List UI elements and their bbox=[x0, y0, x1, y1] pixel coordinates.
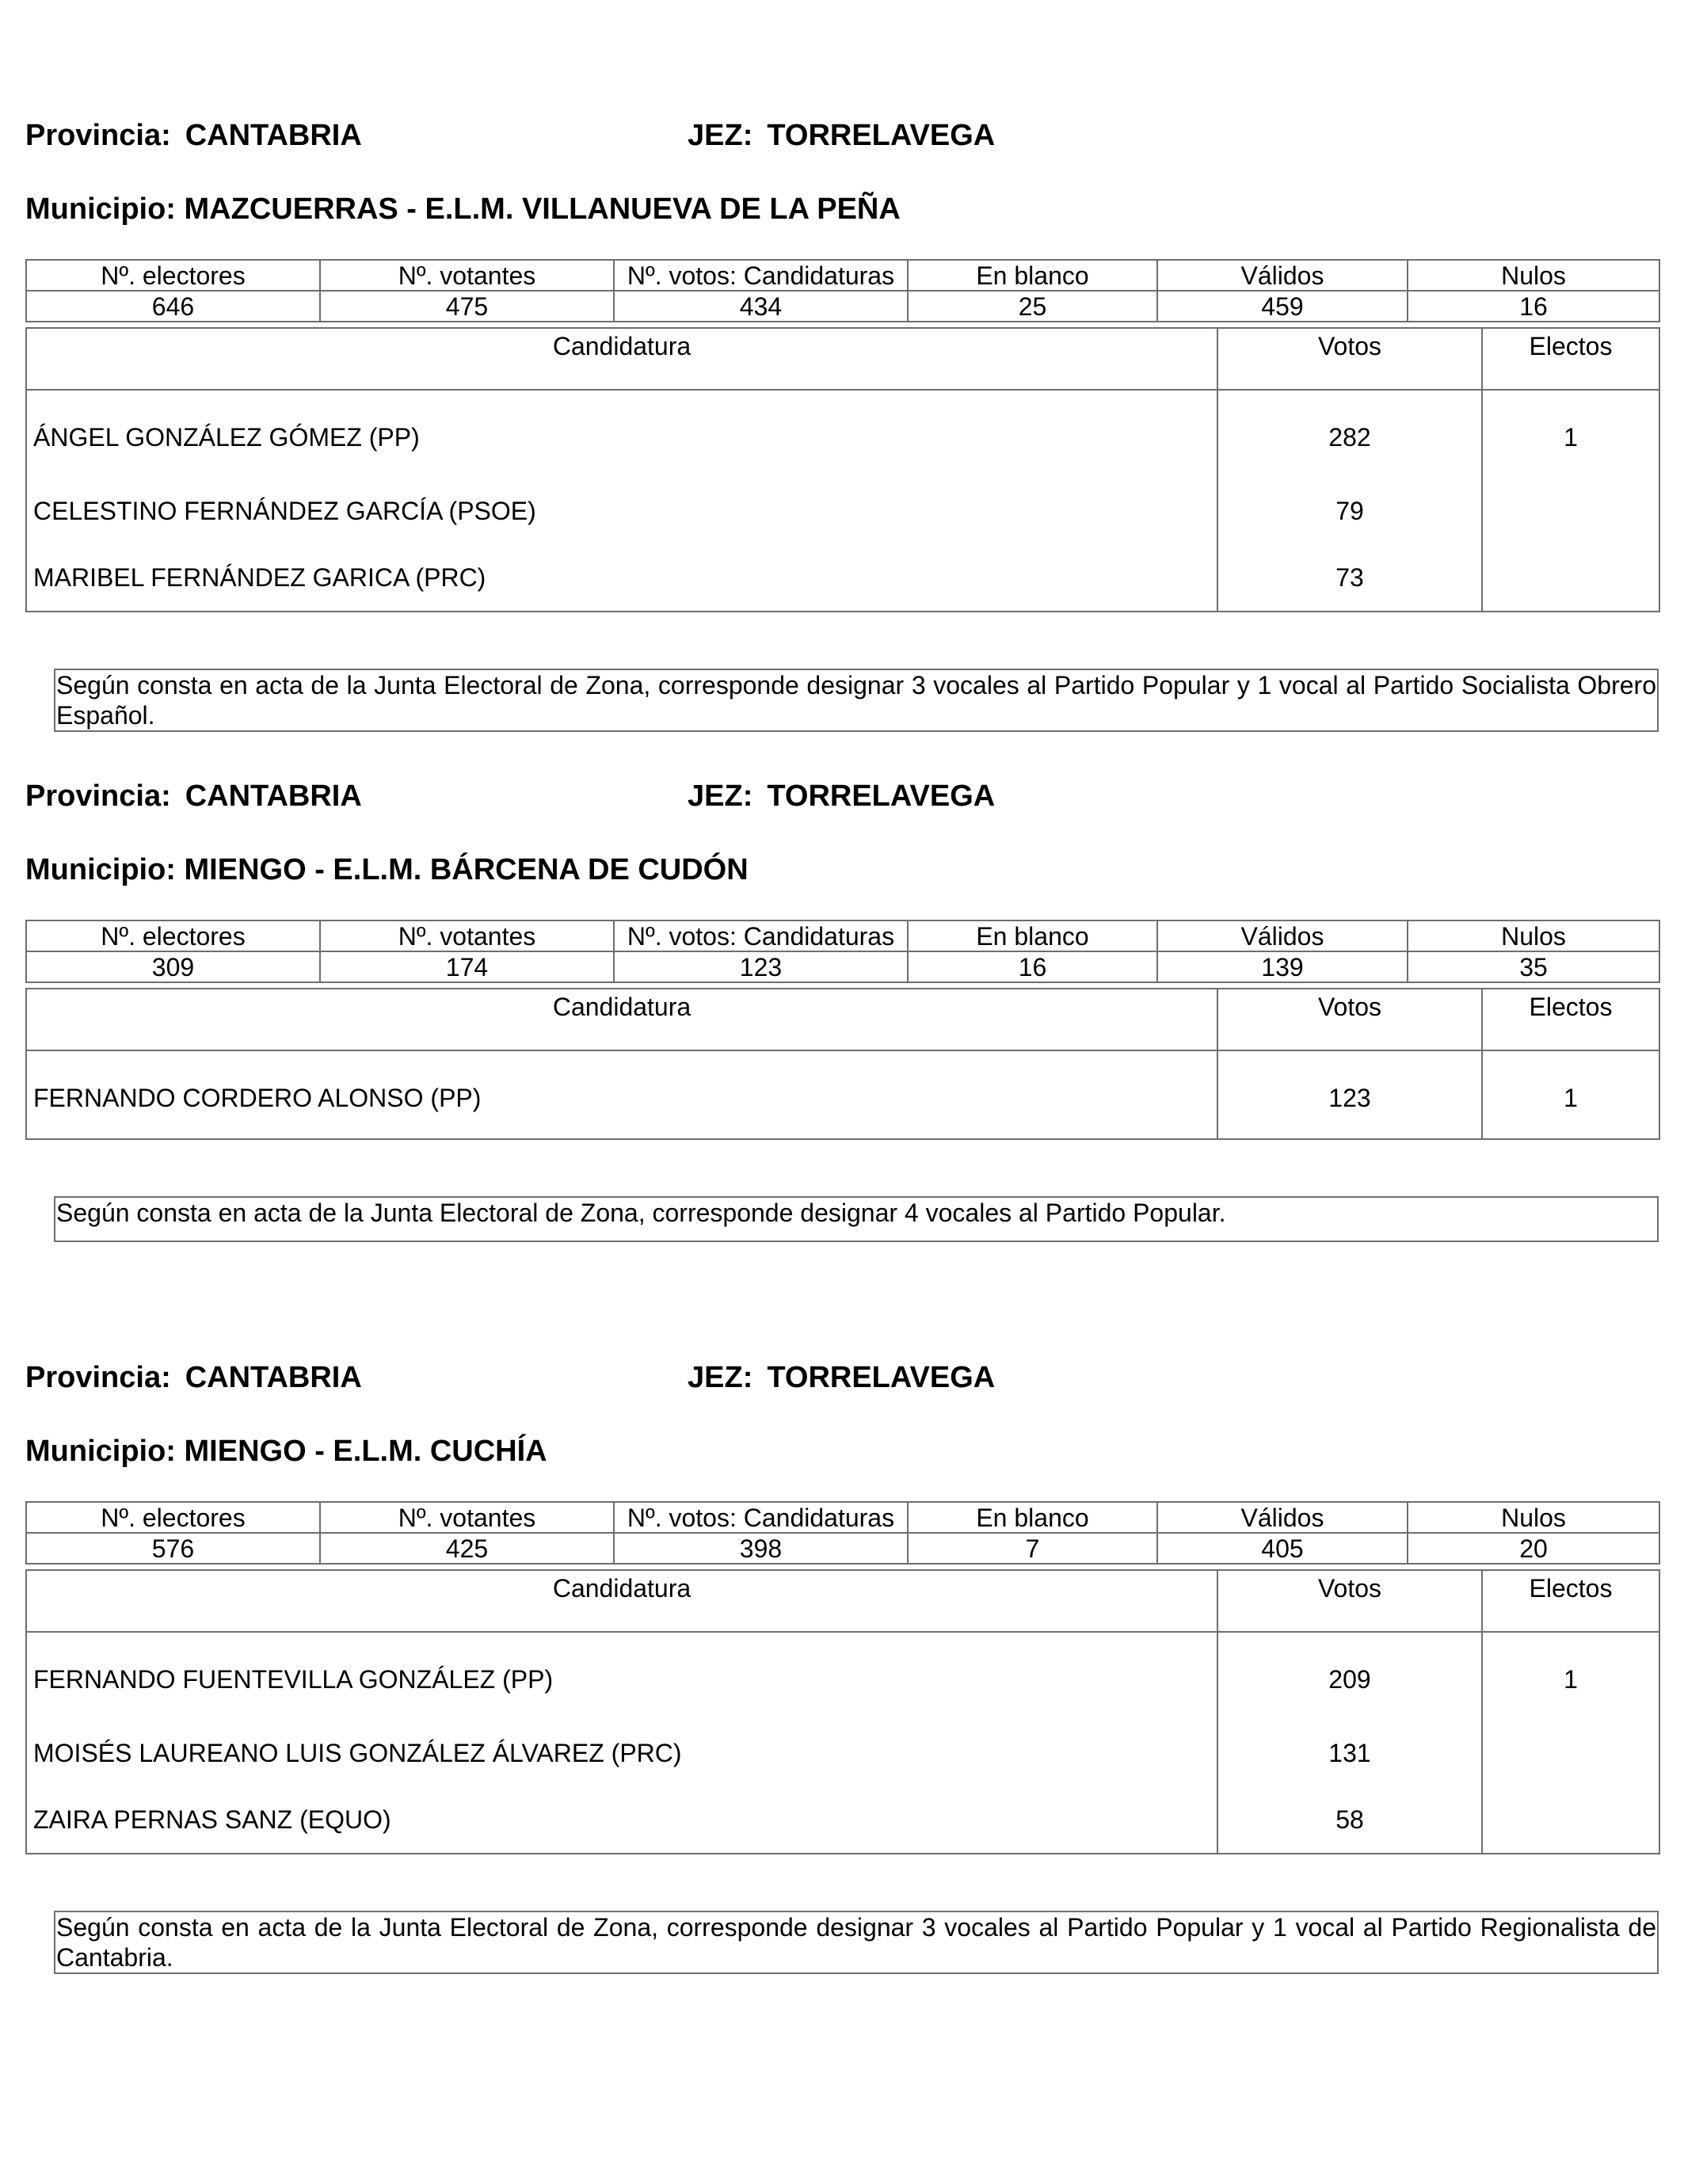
candidate-name: ÁNGEL GONZÁLEZ GÓMEZ (PP) bbox=[26, 390, 1217, 478]
candidates-header-row bbox=[26, 989, 1659, 1050]
candidate-votos: 131 bbox=[1217, 1720, 1482, 1786]
candidates-table bbox=[25, 988, 1660, 1140]
jez-label: JEZ: bbox=[688, 1361, 753, 1394]
summary-header: Nº. electores bbox=[26, 260, 320, 291]
jez-label: JEZ: bbox=[688, 779, 753, 813]
votos-header: Votos bbox=[1217, 989, 1482, 1050]
candidate-electos bbox=[1482, 544, 1659, 612]
municipio-line bbox=[25, 852, 749, 887]
candidatura-header: Candidatura bbox=[26, 989, 1217, 1050]
candidates-header-row bbox=[26, 328, 1659, 390]
summary-header: Válidos bbox=[1157, 920, 1408, 951]
summary-header: Válidos bbox=[1157, 1502, 1408, 1533]
provincia-value: CANTABRIA bbox=[185, 119, 362, 152]
summary-value: 309 bbox=[26, 951, 320, 982]
candidate-row bbox=[26, 478, 1659, 544]
candidate-row bbox=[26, 544, 1659, 612]
electos-header: Electos bbox=[1482, 989, 1659, 1050]
provincia-value: CANTABRIA bbox=[185, 779, 362, 813]
summary-header: Nº. votantes bbox=[320, 260, 614, 291]
candidate-row bbox=[26, 1050, 1659, 1139]
provincia-line bbox=[25, 118, 996, 153]
candidate-electos: 1 bbox=[1482, 1632, 1659, 1720]
jez-label: JEZ: bbox=[688, 119, 753, 152]
summary-header-row bbox=[26, 1502, 1659, 1533]
summary-table bbox=[25, 920, 1660, 983]
summary-table bbox=[25, 1501, 1660, 1565]
candidate-row bbox=[26, 1632, 1659, 1720]
summary-header: Válidos bbox=[1157, 260, 1408, 291]
provincia-label: Provincia: bbox=[25, 779, 171, 813]
summary-header: En blanco bbox=[908, 920, 1157, 951]
municipio-label: Municipio: bbox=[25, 1435, 176, 1468]
summary-value: 459 bbox=[1157, 291, 1408, 322]
provincia-line bbox=[25, 779, 996, 814]
summary-value: 7 bbox=[908, 1533, 1157, 1564]
candidate-electos bbox=[1482, 1786, 1659, 1854]
candidate-row bbox=[26, 1786, 1659, 1854]
summary-header: Nulos bbox=[1408, 260, 1659, 291]
summary-value-row bbox=[26, 1533, 1659, 1564]
summary-value: 405 bbox=[1157, 1533, 1408, 1564]
jez-line bbox=[688, 118, 995, 153]
municipio-label: Municipio: bbox=[25, 192, 176, 226]
provincia-label: Provincia: bbox=[25, 1361, 171, 1394]
candidate-name: FERNANDO CORDERO ALONSO (PP) bbox=[26, 1050, 1217, 1139]
summary-value: 646 bbox=[26, 291, 320, 322]
municipio-line bbox=[25, 192, 901, 227]
jez-line bbox=[688, 779, 995, 814]
summary-value: 20 bbox=[1408, 1533, 1659, 1564]
municipio-value: MAZCUERRAS - E.L.M. VILLANUEVA DE LA PEÑA bbox=[184, 192, 901, 226]
summary-header: Nulos bbox=[1408, 920, 1659, 951]
summary-header: Nº. votos: Candidaturas bbox=[614, 1502, 908, 1533]
summary-value-row bbox=[26, 291, 1659, 322]
summary-header-row bbox=[26, 920, 1659, 951]
summary-value: 434 bbox=[614, 291, 908, 322]
summary-value: 576 bbox=[26, 1533, 320, 1564]
summary-header: Nº. electores bbox=[26, 1502, 320, 1533]
candidate-name: CELESTINO FERNÁNDEZ GARCÍA (PSOE) bbox=[26, 478, 1217, 544]
summary-header: En blanco bbox=[908, 1502, 1157, 1533]
summary-header: Nº. votantes bbox=[320, 920, 614, 951]
candidatura-header: Candidatura bbox=[26, 328, 1217, 390]
jez-value: TORRELAVEGA bbox=[767, 779, 996, 813]
summary-header-row bbox=[26, 260, 1659, 291]
summary-value-row bbox=[26, 951, 1659, 982]
electos-header: Electos bbox=[1482, 1570, 1659, 1632]
electos-header: Electos bbox=[1482, 328, 1659, 390]
jez-value: TORRELAVEGA bbox=[767, 1361, 996, 1394]
summary-table bbox=[25, 259, 1660, 322]
candidatura-header: Candidatura bbox=[26, 1570, 1217, 1632]
summary-header: Nulos bbox=[1408, 1502, 1659, 1533]
summary-value: 123 bbox=[614, 951, 908, 982]
municipio-value: MIENGO - E.L.M. BÁRCENA DE CUDÓN bbox=[184, 853, 749, 886]
candidate-electos: 1 bbox=[1482, 390, 1659, 478]
junta-note: Según consta en acta de la Junta Electoral de Zona, corresponde designar 3 vocales al Partido Popular y 1 vocal al Partido Regionalista de Cantabria. bbox=[54, 1911, 1659, 1974]
candidates-header-row bbox=[26, 1570, 1659, 1632]
candidate-name: FERNANDO FUENTEVILLA GONZÁLEZ (PP) bbox=[26, 1632, 1217, 1720]
provincia-label: Provincia: bbox=[25, 119, 171, 152]
candidates-table bbox=[25, 327, 1660, 612]
candidate-row bbox=[26, 1720, 1659, 1786]
provincia-line bbox=[25, 1360, 996, 1395]
summary-value: 398 bbox=[614, 1533, 908, 1564]
summary-header: En blanco bbox=[908, 260, 1157, 291]
candidate-votos: 79 bbox=[1217, 478, 1482, 544]
summary-header: Nº. votos: Candidaturas bbox=[614, 920, 908, 951]
candidate-name: MARIBEL FERNÁNDEZ GARICA (PRC) bbox=[26, 544, 1217, 612]
summary-value: 35 bbox=[1408, 951, 1659, 982]
candidate-name: MOISÉS LAUREANO LUIS GONZÁLEZ ÁLVAREZ (PRC) bbox=[26, 1720, 1217, 1786]
junta-note: Según consta en acta de la Junta Electoral de Zona, corresponde designar 3 vocales al Partido Popular y 1 vocal al Partido Socialista Obrero Español. bbox=[54, 669, 1659, 732]
candidate-votos: 73 bbox=[1217, 544, 1482, 612]
jez-value: TORRELAVEGA bbox=[767, 119, 996, 152]
votos-header: Votos bbox=[1217, 1570, 1482, 1632]
summary-header: Nº. electores bbox=[26, 920, 320, 951]
junta-note: Según consta en acta de la Junta Electoral de Zona, corresponde designar 4 vocales al Partido Popular. bbox=[54, 1196, 1659, 1242]
summary-value: 139 bbox=[1157, 951, 1408, 982]
votos-header: Votos bbox=[1217, 328, 1482, 390]
candidate-votos: 123 bbox=[1217, 1050, 1482, 1139]
candidate-votos: 58 bbox=[1217, 1786, 1482, 1854]
candidate-row bbox=[26, 390, 1659, 478]
summary-value: 475 bbox=[320, 291, 614, 322]
summary-value: 25 bbox=[908, 291, 1157, 322]
summary-value: 425 bbox=[320, 1533, 614, 1564]
candidate-electos bbox=[1482, 1720, 1659, 1786]
candidates-table bbox=[25, 1569, 1660, 1854]
municipio-value: MIENGO - E.L.M. CUCHÍA bbox=[184, 1435, 547, 1468]
jez-line bbox=[688, 1360, 995, 1395]
summary-header: Nº. votos: Candidaturas bbox=[614, 260, 908, 291]
municipio-label: Municipio: bbox=[25, 853, 176, 886]
provincia-value: CANTABRIA bbox=[185, 1361, 362, 1394]
candidate-electos bbox=[1482, 478, 1659, 544]
summary-value: 174 bbox=[320, 951, 614, 982]
summary-value: 16 bbox=[908, 951, 1157, 982]
summary-header: Nº. votantes bbox=[320, 1502, 614, 1533]
candidate-electos: 1 bbox=[1482, 1050, 1659, 1139]
candidate-votos: 282 bbox=[1217, 390, 1482, 478]
candidate-votos: 209 bbox=[1217, 1632, 1482, 1720]
candidate-name: ZAIRA PERNAS SANZ (EQUO) bbox=[26, 1786, 1217, 1854]
summary-value: 16 bbox=[1408, 291, 1659, 322]
municipio-line bbox=[25, 1434, 547, 1469]
